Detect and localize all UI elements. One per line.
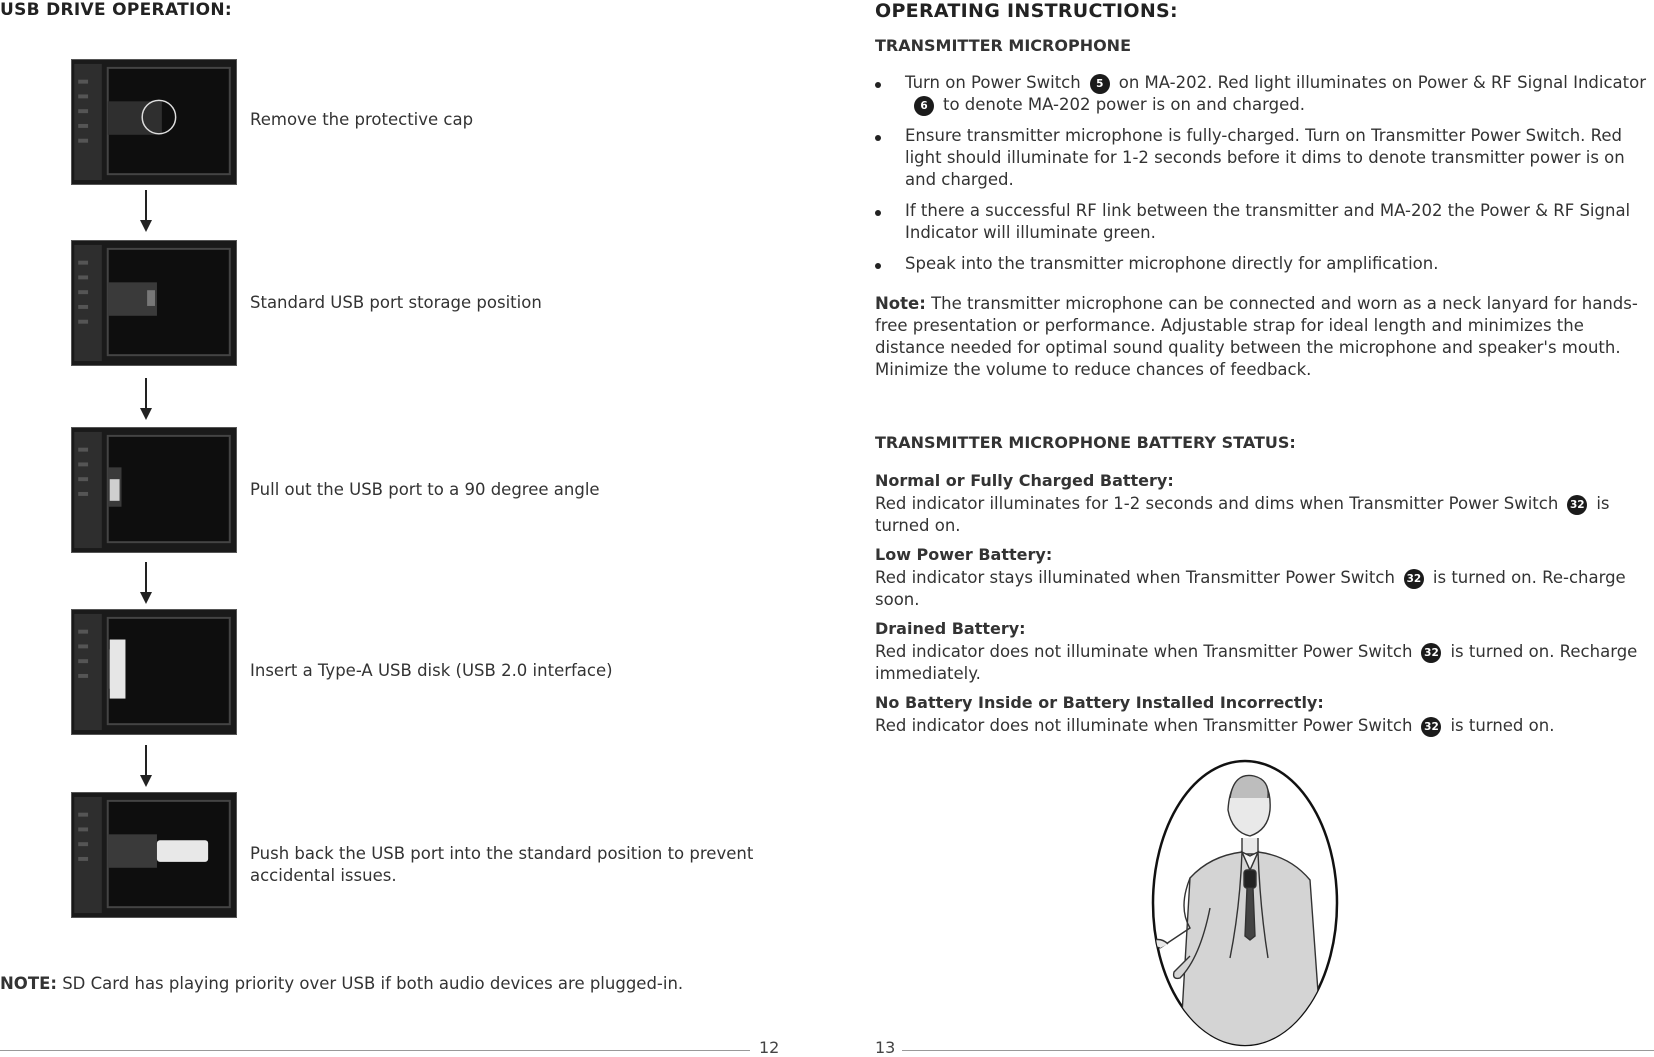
status-drained-text: Red indicator does not illuminate when Transmitter Power Switch 32 is turned on. Recharge immediately. [875,642,1638,683]
usb-device-illustration [72,428,236,552]
step-3-text: Pull out the USB port to a 90 degree angle [250,480,600,499]
usb-device-illustration [72,610,236,734]
callout-6-icon: 6 [914,96,934,116]
down-arrow-icon [140,745,152,791]
callout-5-icon: 5 [1090,74,1110,94]
callout-32-icon: 32 [1421,643,1441,663]
battery-status-title: TRANSMITTER MICROPHONE BATTERY STATUS: [875,433,1296,452]
down-arrow-icon [140,378,152,424]
callout-32-icon: 32 [1421,717,1441,737]
status-normal-title: Normal or Fully Charged Battery: [875,471,1174,490]
list-item: Speak into the transmitter microphone directly for amplification. [875,253,1654,275]
footer-rule [0,1050,750,1051]
down-arrow-icon [140,562,152,608]
instructions-title: OPERATING INSTRUCTIONS: [875,0,1178,22]
step-5-text: Push back the USB port into the standard position to prevent accidental issues. [250,844,754,885]
status-low-title: Low Power Battery: [875,545,1053,564]
usb-device-illustration [72,241,236,365]
transmitter-section-title: TRANSMITTER MICROPHONE [875,36,1131,55]
step-photo-storage-position [71,240,237,366]
usb-device-illustration [72,60,236,184]
status-low-text: Red indicator stays illuminated when Transmitter Power Switch 32 is turned on. Re-charge soon. [875,568,1626,609]
list-item: If there a successful RF link between the transmitter and MA-202 the Power & RF Signal Indicator will illuminate green. [875,200,1654,244]
step-photo-push-back [71,792,237,918]
presenter-with-lanyard-mic-illustration [1150,758,1340,1048]
instruction-list [875,72,1654,284]
usb-section-title: USB DRIVE OPERATION: [0,0,232,20]
callout-32-icon: 32 [1404,569,1424,589]
status-none-title: No Battery Inside or Battery Installed Incorrectly: [875,693,1324,712]
status-drained-title: Drained Battery: [875,619,1026,638]
down-arrow-icon [140,190,152,236]
status-none-text: Red indicator does not illuminate when Transmitter Power Switch 32 is turned on. [875,716,1555,735]
list-item: Turn on Power Switch 5 on MA-202. Red light illuminates on Power & RF Signal Indicator6 to denote MA-202 power is on and charged. [875,72,1654,116]
battery-status-list [875,471,1654,737]
footer-rule [902,1050,1654,1051]
usb-device-illustration [72,793,236,917]
page-number-right: 13 [875,1038,896,1057]
page-number-left: 12 [759,1038,780,1057]
callout-32-icon: 32 [1567,495,1587,515]
transmitter-note: Note: The transmitter microphone can be connected and worn as a neck lanyard for hands-free presentation or performance. Adjustable strap for ideal length and minimizes the distance needed for optimal sound quality between the microphone and speaker's mouth. Minimize the volume to reduce chances of feedback. [875,294,1638,379]
usb-note: NOTE: SD Card has playing priority over USB if both audio devices are plugged-in. [0,974,684,993]
step-1-text: Remove the protective cap [250,110,474,129]
step-4-text: Insert a Type-A USB disk (USB 2.0 interface) [250,661,613,680]
step-photo-insert-usb [71,609,237,735]
list-item: Ensure transmitter microphone is fully-charged. Turn on Transmitter Power Switch. Red light should illuminate for 1-2 seconds before it dims to denote transmitter power is on and charged. [875,125,1654,191]
step-photo-remove-cap [71,59,237,185]
status-normal-text: Red indicator illuminates for 1-2 seconds and dims when Transmitter Power Switch 32 is turned on. [875,494,1610,535]
step-2-text: Standard USB port storage position [250,293,542,312]
step-photo-pull-out [71,427,237,553]
